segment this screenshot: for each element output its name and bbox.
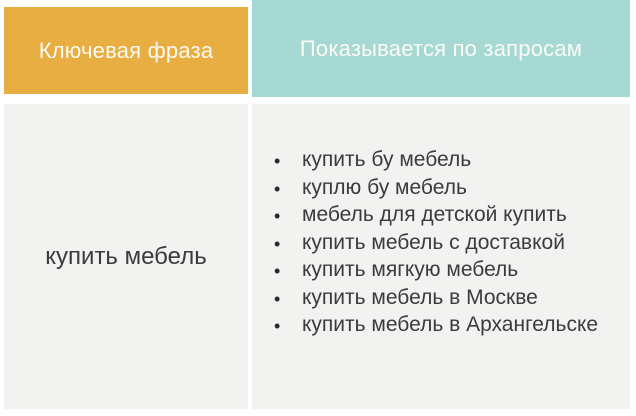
query-list-item: [274, 146, 598, 174]
body-cell-queries: [252, 104, 630, 409]
query-list-item: [274, 311, 598, 339]
query-text: куплю бу мебель: [302, 175, 467, 199]
query-list-item: [274, 201, 598, 229]
body-cell-key-phrase: [4, 104, 248, 409]
query-list-item: [274, 174, 598, 202]
query-list-item: [274, 284, 598, 312]
query-text: купить мебель в Москве: [302, 285, 538, 309]
query-text: купить мягкую мебель: [302, 258, 519, 281]
bullet-icon: •: [274, 288, 281, 309]
query-list-item: [274, 229, 598, 257]
bullet-icon: •: [274, 206, 281, 226]
query-text: мебель для детской купить: [302, 203, 567, 226]
key-phrase-value: купить мебель: [45, 242, 207, 270]
header-label-key-phrase: Ключевая фраза: [38, 37, 214, 63]
query-text: купить мебель в Архангельске: [302, 313, 599, 336]
query-text: купить мебель с доставкой: [302, 230, 565, 254]
header-cell-key-phrase: [4, 7, 248, 94]
bullet-icon: •: [274, 316, 281, 336]
bullet-icon: •: [274, 178, 281, 199]
header-cell-shown-for-queries: [252, 0, 630, 97]
query-list-item: [274, 256, 598, 284]
query-text: купить бу мебель: [302, 148, 472, 171]
bullet-icon: •: [274, 233, 281, 254]
header-label-shown-for-queries: Показывается по запросам: [299, 35, 583, 61]
bullet-icon: •: [274, 151, 281, 171]
bullet-icon: •: [274, 261, 281, 281]
query-list: [252, 146, 598, 339]
